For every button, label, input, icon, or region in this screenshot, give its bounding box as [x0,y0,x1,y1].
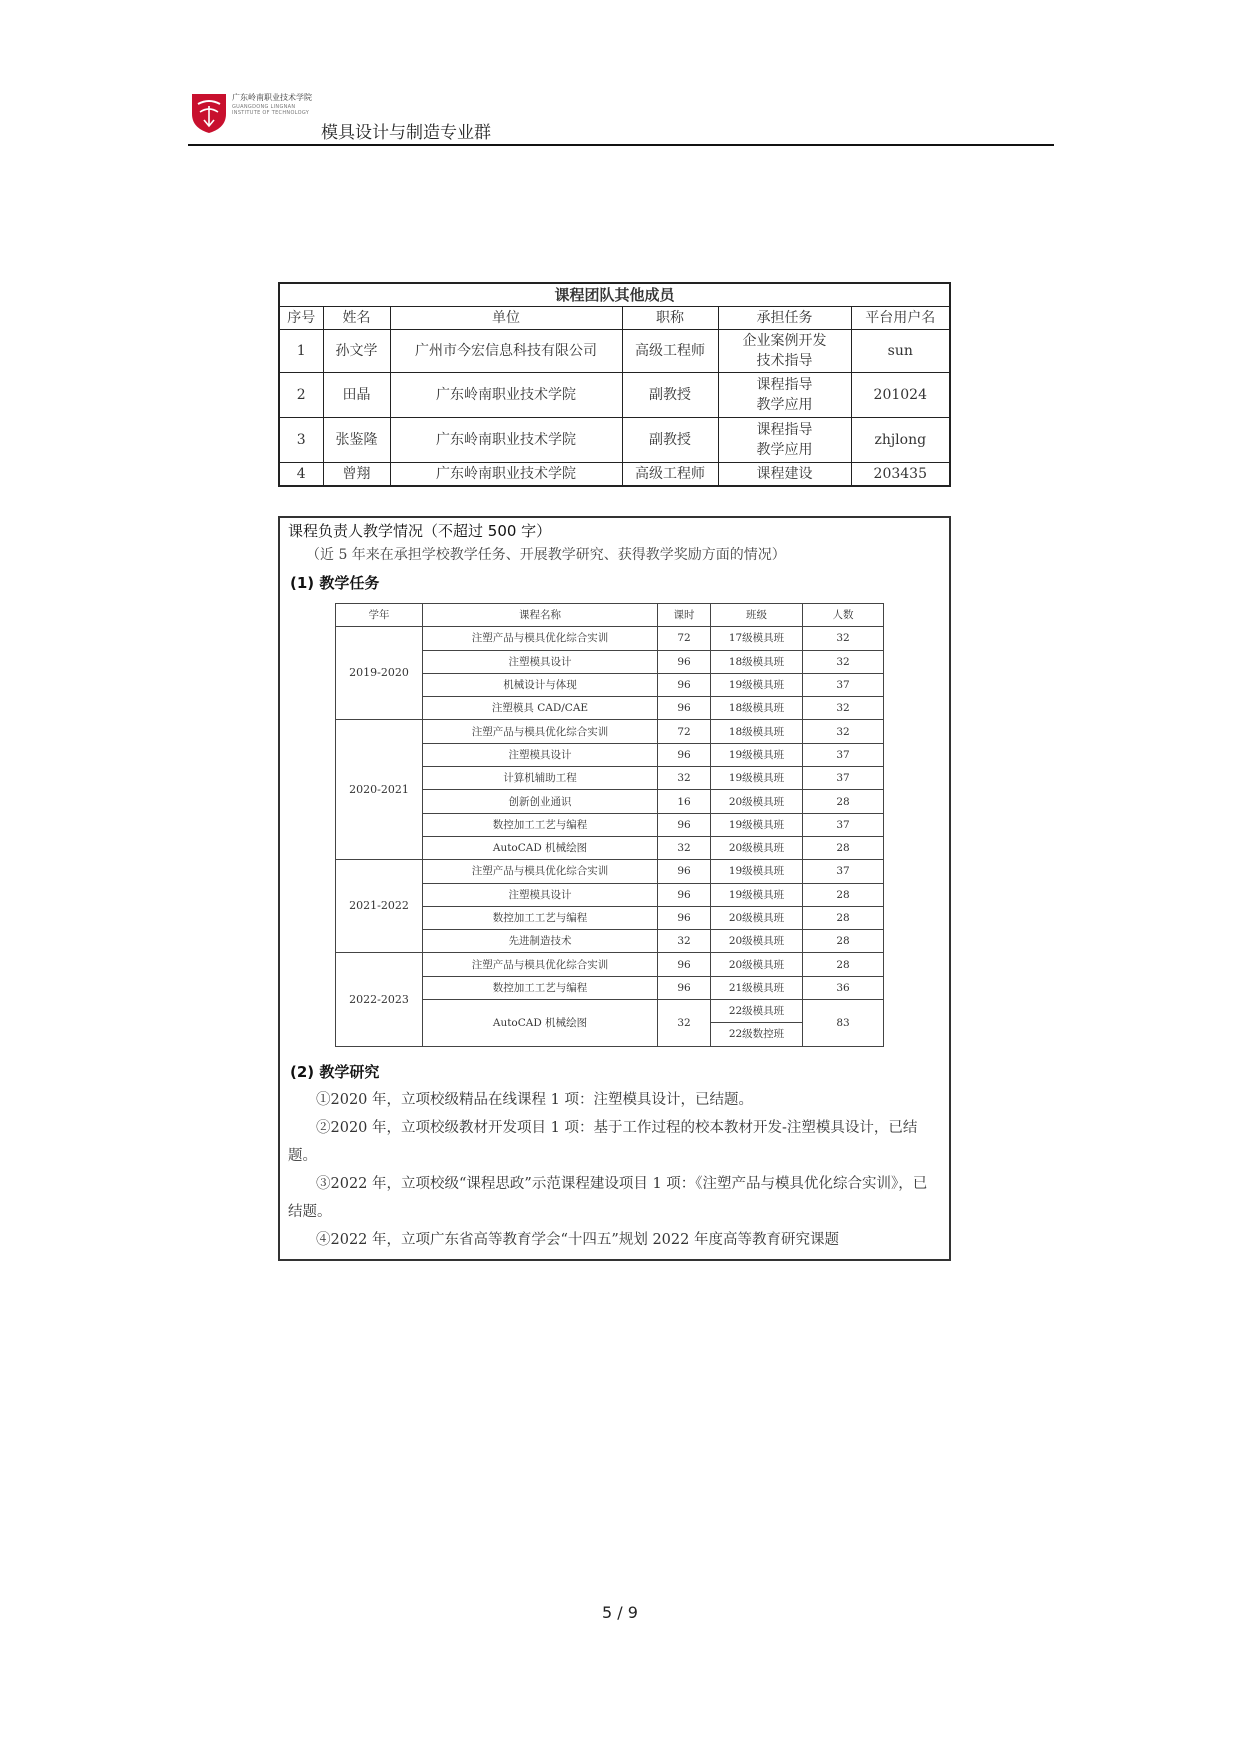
cell-course: 注塑模具 CAD/CAE [423,697,658,720]
cell-hours: 96 [658,813,711,836]
team-members-table [278,282,951,487]
cell-hours: 96 [658,743,711,766]
column-header: 课时 [658,604,711,627]
cell-count: 83 [803,1000,884,1047]
cell-count: 32 [803,720,884,743]
column-header: 人数 [803,604,884,627]
task-line: 企业案例开发 [742,333,827,349]
section-teaching-tasks: (1) 教学任务 [290,574,380,592]
cell-unit: 广东岭南职业技术学院 [390,463,622,487]
school-logo-icon [188,90,230,134]
teaching-situation-box [278,516,951,1261]
table-row [279,330,950,373]
cell-count: 37 [803,813,884,836]
cell-year: 2021-2022 [336,860,423,953]
tasks-body [336,604,884,1047]
cell-user: sun [851,330,950,373]
column-header: 承担任务 [718,307,851,330]
table-row [336,953,884,976]
cell-year: 2022-2023 [336,953,423,1046]
cell-task [718,373,851,418]
cell-count: 36 [803,976,884,999]
tasks-header-row [336,604,884,627]
cell-hours: 32 [658,930,711,953]
cell-hours: 96 [658,650,711,673]
cell-class: 19级模具班 [711,743,803,766]
page-number: 5 / 9 [602,1603,638,1622]
cell-task [718,418,851,463]
cell-title: 副教授 [622,373,718,418]
cell-name: 张鉴隆 [323,418,390,463]
cell-class: 21级模具班 [711,976,803,999]
research-list [288,1086,940,1254]
cell-year: 2019-2020 [336,627,423,720]
research-item: ③2022 年，立项校级“课程思政”示范课程建设项目 1 项：《注塑产品与模具优化综合实训》，已结题。 [288,1176,928,1220]
cell-course: 计算机辅助工程 [423,767,658,790]
cell-course: 注塑产品与模具优化综合实训 [423,627,658,650]
task-line: 课程指导 [756,377,813,393]
table-row [279,373,950,418]
cell-course: 创新创业通识 [423,790,658,813]
page-header [188,88,1054,146]
cell-course: 注塑模具设计 [423,650,658,673]
group-title: 模具设计与制造专业群 [321,123,491,143]
cell-no: 4 [279,463,323,487]
cell-no: 1 [279,330,323,373]
cell-course: 数控加工工艺与编程 [423,976,658,999]
table-row [279,418,950,463]
column-header: 学年 [336,604,423,627]
cell-hours: 96 [658,906,711,929]
cell-class: 19级模具班 [711,767,803,790]
cell-class: 18级模具班 [711,697,803,720]
cell-hours: 16 [658,790,711,813]
cell-name: 曾翔 [323,463,390,487]
table-row [336,627,884,650]
research-item: ④2022 年，立项广东省高等教育学会“十四五”规划 2022 年度高等教育研究课题 [316,1232,839,1248]
team-table-header [279,307,950,330]
cell-class: 19级模具班 [711,883,803,906]
school-name-cn: 广东岭南职业技术学院 [232,93,312,102]
cell-count: 32 [803,650,884,673]
cell-count: 37 [803,767,884,790]
column-header: 姓名 [323,307,390,330]
cell-course: 注塑产品与模具优化综合实训 [423,720,658,743]
cell-course: 数控加工工艺与编程 [423,906,658,929]
cell-hours: 32 [658,767,711,790]
cell-course: 注塑产品与模具优化综合实训 [423,953,658,976]
cell-course: 数控加工工艺与编程 [423,813,658,836]
cell-hours: 96 [658,883,711,906]
cell-user: 201024 [851,373,950,418]
cell-unit: 广州市今宏信息科技有限公司 [390,330,622,373]
cell-hours: 96 [658,673,711,696]
research-item: ②2020 年，立项校级教材开发项目 1 项：基于工作过程的校本教材开发-注塑模具设计，已结题。 [288,1120,918,1164]
cell-class: 22级数控班 [711,1023,803,1046]
cell-name: 田晶 [323,373,390,418]
cell-class: 20级模具班 [711,790,803,813]
cell-count: 28 [803,790,884,813]
cell-class: 19级模具班 [711,673,803,696]
cell-user: 203435 [851,463,950,487]
cell-count: 32 [803,697,884,720]
cell-count: 28 [803,906,884,929]
cell-class: 20级模具班 [711,930,803,953]
column-header: 序号 [279,307,323,330]
cell-user: zhjlong [851,418,950,463]
teaching-tasks-table [335,603,884,1047]
cell-no: 3 [279,418,323,463]
cell-task [718,330,851,373]
box-subtitle: （近 5 年来在承担学校教学任务、开展教学研究、获得教学奖励方面的情况） [306,547,786,563]
task-line: 教学应用 [756,442,813,458]
section-teaching-research: (2) 教学研究 [290,1063,380,1081]
cell-class: 18级模具班 [711,720,803,743]
research-item: ①2020 年，立项校级精品在线课程 1 项：注塑模具设计，已结题。 [316,1092,753,1108]
cell-class: 18级模具班 [711,650,803,673]
cell-count: 28 [803,953,884,976]
cell-hours: 72 [658,720,711,743]
table-row [336,720,884,743]
cell-title: 高级工程师 [622,463,718,487]
cell-course: AutoCAD 机械绘图 [423,1000,658,1047]
column-header: 课程名称 [423,604,658,627]
column-header: 职称 [622,307,718,330]
team-table-title: 课程团队其他成员 [279,283,950,307]
column-header: 单位 [390,307,622,330]
cell-class: 20级模具班 [711,836,803,859]
cell-class: 19级模具班 [711,813,803,836]
cell-unit: 广东岭南职业技术学院 [390,418,622,463]
cell-hours: 96 [658,976,711,999]
task-line: 技术指导 [756,353,813,369]
cell-course: 注塑产品与模具优化综合实训 [423,860,658,883]
cell-count: 28 [803,883,884,906]
cell-hours: 96 [658,953,711,976]
cell-hours: 96 [658,697,711,720]
cell-count: 32 [803,627,884,650]
cell-hours: 96 [658,860,711,883]
column-header: 班级 [711,604,803,627]
cell-unit: 广东岭南职业技术学院 [390,373,622,418]
cell-no: 2 [279,373,323,418]
column-header: 平台用户名 [851,307,950,330]
cell-task: 课程建设 [718,463,851,487]
cell-hours: 32 [658,836,711,859]
cell-class: 20级模具班 [711,906,803,929]
cell-year: 2020-2021 [336,720,423,860]
task-line: 教学应用 [756,397,813,413]
cell-course: AutoCAD 机械绘图 [423,836,658,859]
cell-class: 22级模具班 [711,1000,803,1023]
cell-class: 19级模具班 [711,860,803,883]
cell-count: 37 [803,673,884,696]
task-line: 课程指导 [756,422,813,438]
cell-course: 注塑模具设计 [423,743,658,766]
cell-title: 副教授 [622,418,718,463]
cell-count: 37 [803,860,884,883]
table-row [336,860,884,883]
cell-hours: 32 [658,1000,711,1047]
cell-course: 注塑模具设计 [423,883,658,906]
cell-count: 37 [803,743,884,766]
school-name-en: GUANGDONG LINGNAN INSTITUTE OF TECHNOLOGY [232,104,310,116]
cell-count: 28 [803,836,884,859]
table-row [279,463,950,487]
cell-class: 20级模具班 [711,953,803,976]
cell-course: 机械设计与体现 [423,673,658,696]
cell-name: 孙文学 [323,330,390,373]
cell-class: 17级模具班 [711,627,803,650]
cell-title: 高级工程师 [622,330,718,373]
cell-hours: 72 [658,627,711,650]
cell-course: 先进制造技术 [423,930,658,953]
box-title: 课程负责人教学情况（不超过 500 字） [288,522,552,540]
cell-count: 28 [803,930,884,953]
